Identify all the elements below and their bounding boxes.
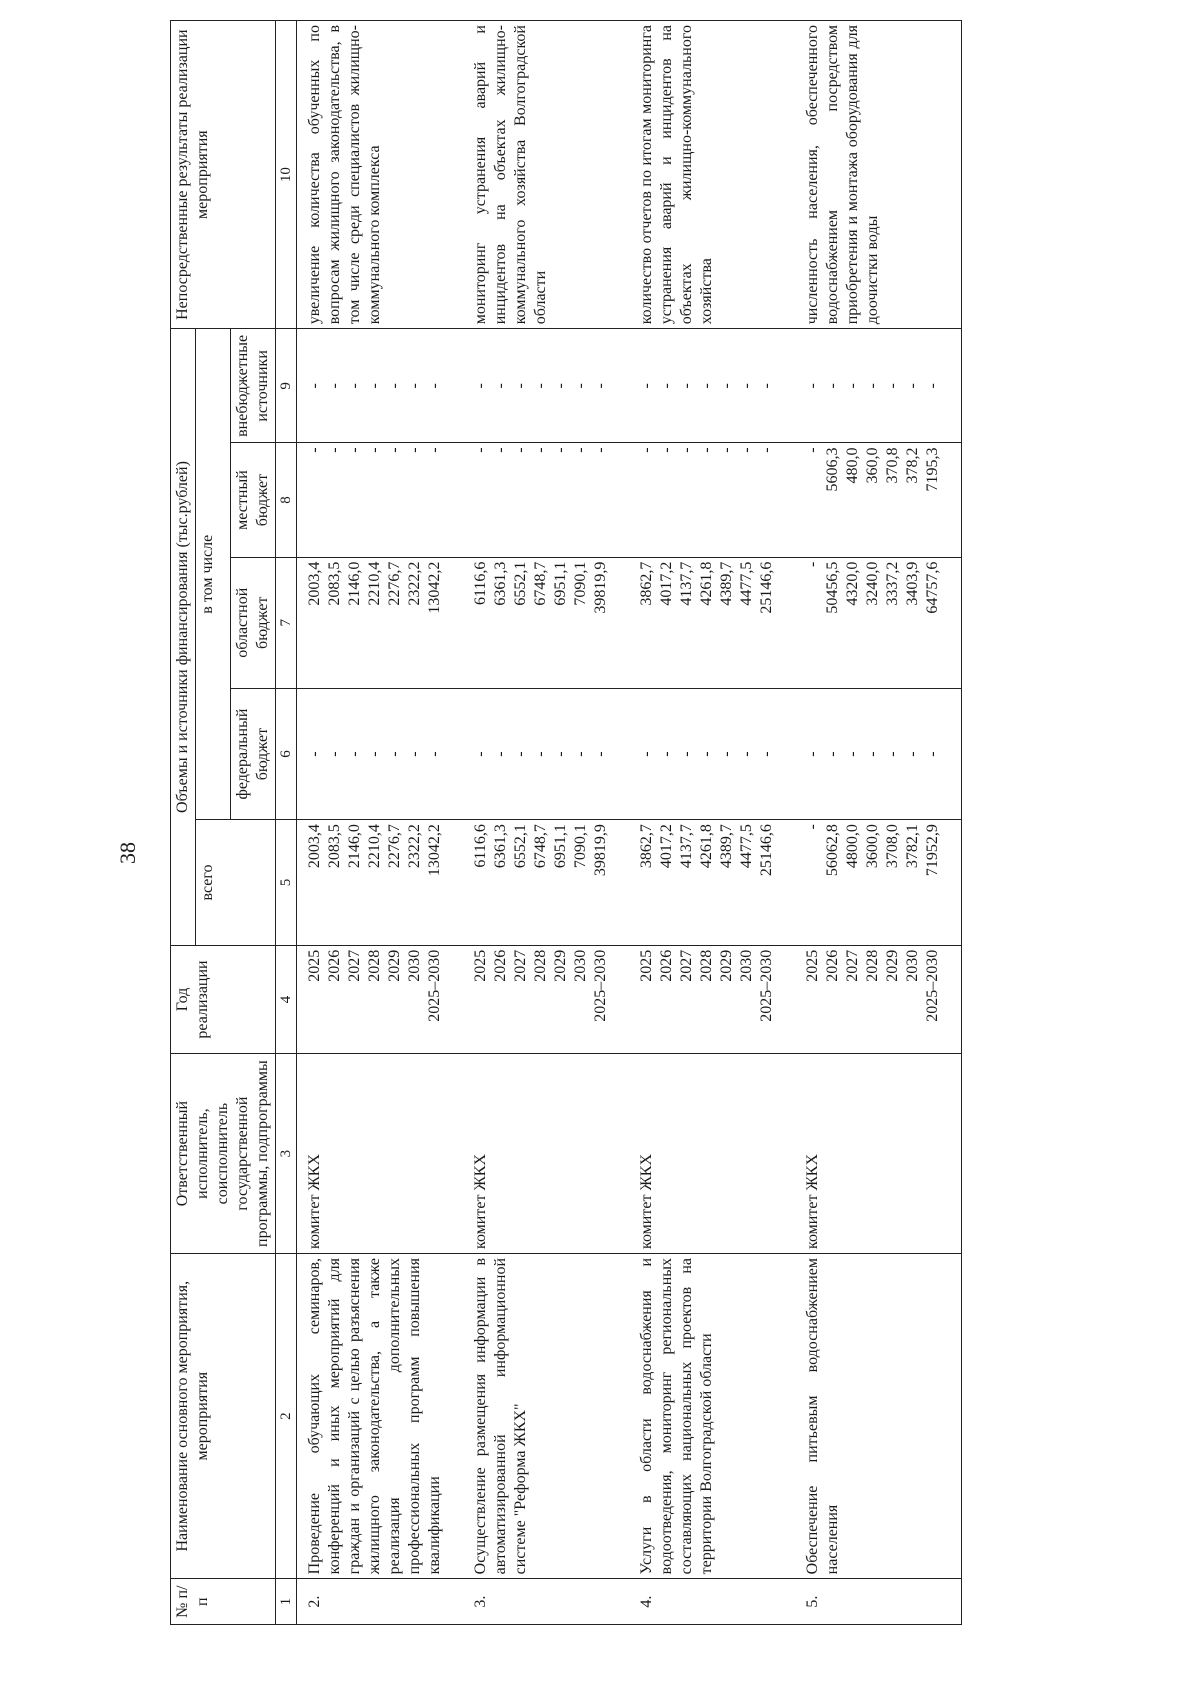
extra-cell-value: - xyxy=(512,383,529,389)
regional-cell xyxy=(795,557,962,688)
header-year: Год реализации xyxy=(171,945,276,1053)
local-cell-value: - xyxy=(386,447,403,453)
local-cell-value: - xyxy=(532,447,549,453)
extra-cell-value: - xyxy=(638,383,655,389)
total-cell-value: 2003,4 xyxy=(306,824,323,869)
regional-cell-value: 13042,2 xyxy=(426,561,443,614)
regional-cell-value: 2322,2 xyxy=(406,561,423,606)
total-cell-value: 2322,2 xyxy=(406,824,423,869)
local-cell-value: - xyxy=(326,447,343,453)
total-cell-value: 3862,7 xyxy=(638,824,655,869)
total-cell-value: 6748,7 xyxy=(532,824,549,869)
year-cell-value: 2029 xyxy=(552,949,569,982)
header-total: всего xyxy=(196,820,276,946)
year-cell-value: 2025–2030 xyxy=(924,949,941,1022)
regional-cell-value: 6552,1 xyxy=(512,561,529,606)
extra-cell-value: - xyxy=(492,383,509,389)
year-cell-value: 2030 xyxy=(572,949,589,982)
extra-cell-value: - xyxy=(824,383,841,389)
rotated-table-container xyxy=(170,20,1090,1625)
federal-cell-value: - xyxy=(426,751,443,757)
federal-cell-value: - xyxy=(572,751,589,757)
header-num: № п/п xyxy=(171,1579,276,1625)
year-cell-value: 2028 xyxy=(366,949,383,982)
year-cell-value: 2026 xyxy=(824,949,841,982)
regional-cell-value: 2276,7 xyxy=(386,561,403,606)
responsible-executor: комитет ЖКХ xyxy=(463,1054,629,1254)
header-including: в том числе xyxy=(196,329,231,820)
total-cell-value: 4477,5 xyxy=(738,824,755,869)
regional-cell-value: 64757,6 xyxy=(924,561,941,614)
table-row xyxy=(297,21,464,1625)
header-result: Непосредственные результаты реализации мероприятия xyxy=(171,21,276,329)
activity-name: Услуги в области водоснабжения и водоотведения, мониторинг региональных составляющих национальных проектов на территории Волгоградской области xyxy=(629,1253,795,1578)
responsible-executor: комитет ЖКХ xyxy=(297,1054,464,1254)
local-cell xyxy=(297,443,464,557)
year-cell xyxy=(629,945,795,1053)
regional-cell-value: 6951,1 xyxy=(552,561,569,606)
extra-cell-value: - xyxy=(366,383,383,389)
result-text: численность населения, обеспеченного водоснабжением посредством приобретения и монтажа оборудования для доочистки воды xyxy=(795,21,962,329)
federal-cell-value: - xyxy=(492,751,509,757)
activity-name: Осуществление размещения информации в автоматизированной информационной системе "Реформа ЖКХ" xyxy=(463,1253,629,1578)
extra-cell-value: - xyxy=(718,383,735,389)
table-row xyxy=(463,21,629,1625)
year-cell-value: 2025–2030 xyxy=(426,949,443,1022)
extra-cell xyxy=(629,329,795,443)
total-cell-value: 4261,8 xyxy=(698,824,715,869)
page-number: 38 xyxy=(115,842,140,864)
year-cell-value: 2029 xyxy=(718,949,735,982)
regional-cell xyxy=(463,557,629,688)
total-cell-value: 3708,0 xyxy=(884,824,901,869)
year-cell-value: 2029 xyxy=(386,949,403,982)
local-cell-value: 378,2 xyxy=(904,447,921,484)
year-cell-value: 2025 xyxy=(306,949,323,982)
total-cell-value: 3600,0 xyxy=(864,824,881,869)
responsible-executor: комитет ЖКХ xyxy=(795,1054,962,1254)
total-cell xyxy=(795,820,962,946)
local-cell-value: - xyxy=(572,447,589,453)
year-cell-value: 2025 xyxy=(472,949,489,982)
local-cell-value: - xyxy=(306,447,323,453)
federal-cell-value: - xyxy=(844,751,861,757)
year-cell-value: 2026 xyxy=(492,949,509,982)
year-cell-value: 2029 xyxy=(884,949,901,982)
year-cell-value: 2027 xyxy=(512,949,529,982)
total-cell-value: 6552,1 xyxy=(512,824,529,869)
regional-cell-value: 2210,4 xyxy=(366,561,383,606)
federal-cell-value: - xyxy=(904,751,921,757)
local-cell xyxy=(795,443,962,557)
local-cell-value: - xyxy=(512,447,529,453)
local-cell-value: - xyxy=(472,447,489,453)
year-cell-value: 2025–2030 xyxy=(592,949,609,1022)
header-name: Наименование основного мероприятия, мероприятия xyxy=(171,1253,276,1578)
regional-cell-value: - xyxy=(804,561,821,567)
local-cell-value: - xyxy=(346,447,363,453)
local-cell-value: - xyxy=(552,447,569,453)
column-number: 4 xyxy=(276,945,297,1053)
federal-cell-value: - xyxy=(678,751,695,757)
extra-cell-value: - xyxy=(406,383,423,389)
federal-cell-value: - xyxy=(718,751,735,757)
result-text: количество отчетов по итогам мониторинга устранения аварий и инцидентов на объектах жилищно-коммунального хозяйства xyxy=(629,21,795,329)
result-text: увеличение количества обученных по вопросам жилищного законодательства, в том числе среди специалистов жилищно-коммунального комплекса xyxy=(297,21,464,329)
year-cell-value: 2028 xyxy=(532,949,549,982)
extra-cell-value: - xyxy=(884,383,901,389)
regional-cell-value: 2083,5 xyxy=(326,561,343,606)
federal-cell xyxy=(463,688,629,819)
local-cell-value: 360,0 xyxy=(864,447,881,484)
total-cell-value: 39819,9 xyxy=(592,824,609,877)
column-number: 3 xyxy=(276,1054,297,1254)
federal-cell-value: - xyxy=(924,751,941,757)
local-cell xyxy=(463,443,629,557)
federal-cell-value: - xyxy=(738,751,755,757)
total-cell xyxy=(463,820,629,946)
federal-cell-value: - xyxy=(658,751,675,757)
extra-cell-value: - xyxy=(904,383,921,389)
federal-cell xyxy=(629,688,795,819)
local-cell-value: - xyxy=(592,447,609,453)
federal-cell-value: - xyxy=(346,751,363,757)
regional-cell-value: 4477,5 xyxy=(738,561,755,606)
federal-cell-value: - xyxy=(698,751,715,757)
federal-cell-value: - xyxy=(804,751,821,757)
responsible-executor: комитет ЖКХ xyxy=(629,1054,795,1254)
extra-cell-value: - xyxy=(532,383,549,389)
column-number: 5 xyxy=(276,820,297,946)
header-extra: внебюджетные источники xyxy=(231,329,276,443)
federal-cell-value: - xyxy=(406,751,423,757)
total-cell-value: 2210,4 xyxy=(366,824,383,869)
column-number: 7 xyxy=(276,557,297,688)
total-cell xyxy=(629,820,795,946)
total-cell-value: 4389,7 xyxy=(718,824,735,869)
extra-cell-value: - xyxy=(592,383,609,389)
local-cell-value: - xyxy=(718,447,735,453)
total-cell-value: 71952,9 xyxy=(924,824,941,877)
column-number: 1 xyxy=(276,1579,297,1625)
local-cell-value: - xyxy=(492,447,509,453)
funding-table xyxy=(170,20,962,1625)
extra-cell-value: - xyxy=(346,383,363,389)
year-cell-value: 2027 xyxy=(844,949,861,982)
row-number: 2. xyxy=(297,1579,464,1625)
year-cell xyxy=(297,945,464,1053)
table-row xyxy=(795,21,962,1625)
year-cell xyxy=(795,945,962,1053)
total-cell-value: 6951,1 xyxy=(552,824,569,869)
header-federal: федеральный бюджет xyxy=(231,688,276,819)
regional-cell-value: 6116,6 xyxy=(472,561,489,606)
extra-cell-value: - xyxy=(758,383,775,389)
year-cell-value: 2027 xyxy=(346,949,363,982)
year-cell-value: 2028 xyxy=(698,949,715,982)
year-cell-value: 2026 xyxy=(326,949,343,982)
extra-cell-value: - xyxy=(804,383,821,389)
regional-cell-value: 2003,4 xyxy=(306,561,323,606)
total-cell-value: 2146,0 xyxy=(346,824,363,869)
extra-cell-value: - xyxy=(472,383,489,389)
activity-name: Обеспечение питьевым водоснабжением населения xyxy=(795,1253,962,1578)
extra-cell-value: - xyxy=(864,383,881,389)
total-cell-value: 4017,2 xyxy=(658,824,675,869)
regional-cell-value: 2146,0 xyxy=(346,561,363,606)
regional-cell-value: 3240,0 xyxy=(864,561,881,606)
regional-cell-value: 4389,7 xyxy=(718,561,735,606)
regional-cell-value: 6361,3 xyxy=(492,561,509,606)
total-cell-value: 7090,1 xyxy=(572,824,589,869)
total-cell-value: 2083,5 xyxy=(326,824,343,869)
table-body xyxy=(297,21,962,1625)
local-cell-value: - xyxy=(658,447,675,453)
extra-cell-value: - xyxy=(306,383,323,389)
extra-cell-value: - xyxy=(738,383,755,389)
local-cell-value: 7195,3 xyxy=(924,447,941,492)
federal-cell-value: - xyxy=(864,751,881,757)
total-cell-value: 13042,2 xyxy=(426,824,443,877)
regional-cell-value: 4261,8 xyxy=(698,561,715,606)
total-cell-value: 4800,0 xyxy=(844,824,861,869)
column-number: 9 xyxy=(276,329,297,443)
header-local: местный бюджет xyxy=(231,443,276,557)
column-number: 6 xyxy=(276,688,297,819)
local-cell-value: - xyxy=(758,447,775,453)
regional-cell-value: 3403,9 xyxy=(904,561,921,606)
extra-cell xyxy=(795,329,962,443)
total-cell xyxy=(297,820,464,946)
regional-cell-value: 25146,6 xyxy=(758,561,775,614)
local-cell-value: 5606,3 xyxy=(824,447,841,492)
year-cell-value: 2025 xyxy=(804,949,821,982)
regional-cell xyxy=(629,557,795,688)
regional-cell xyxy=(297,557,464,688)
total-cell-value: - xyxy=(804,824,821,830)
federal-cell-value: - xyxy=(552,751,569,757)
federal-cell-value: - xyxy=(386,751,403,757)
row-number: 3. xyxy=(463,1579,629,1625)
local-cell-value: - xyxy=(366,447,383,453)
regional-cell-value: 4017,2 xyxy=(658,561,675,606)
column-number: 2 xyxy=(276,1253,297,1578)
local-cell-value: - xyxy=(738,447,755,453)
year-cell xyxy=(463,945,629,1053)
regional-cell-value: 3337,2 xyxy=(884,561,901,606)
local-cell-value: - xyxy=(426,447,443,453)
row-number: 5. xyxy=(795,1579,962,1625)
local-cell-value: - xyxy=(406,447,423,453)
column-number: 10 xyxy=(276,21,297,329)
federal-cell xyxy=(795,688,962,819)
federal-cell-value: - xyxy=(512,751,529,757)
extra-cell xyxy=(463,329,629,443)
total-cell-value: 6116,6 xyxy=(472,824,489,868)
extra-cell-value: - xyxy=(658,383,675,389)
result-text: мониторинг устранения аварий и инцидентов на объектах жилищно-коммунального хозяйства Волгоградской области xyxy=(463,21,629,329)
federal-cell-value: - xyxy=(306,751,323,757)
table-row xyxy=(629,21,795,1625)
extra-cell xyxy=(297,329,464,443)
federal-cell-value: - xyxy=(532,751,549,757)
row-number: 4. xyxy=(629,1579,795,1625)
federal-cell xyxy=(297,688,464,819)
total-cell-value: 56062,8 xyxy=(824,824,841,877)
total-cell-value: 4137,7 xyxy=(678,824,695,869)
year-cell-value: 2027 xyxy=(678,949,695,982)
year-cell-value: 2026 xyxy=(658,949,675,982)
regional-cell-value: 39819,9 xyxy=(592,561,609,614)
extra-cell-value: - xyxy=(552,383,569,389)
local-cell-value: - xyxy=(804,447,821,453)
year-cell-value: 2028 xyxy=(864,949,881,982)
total-cell-value: 6361,3 xyxy=(492,824,509,869)
column-number: 8 xyxy=(276,443,297,557)
total-cell-value: 25146,6 xyxy=(758,824,775,877)
header-regional: областной бюджет xyxy=(231,557,276,688)
federal-cell-value: - xyxy=(472,751,489,757)
federal-cell-value: - xyxy=(824,751,841,757)
regional-cell-value: 6748,7 xyxy=(532,561,549,606)
regional-cell-value: 4137,7 xyxy=(678,561,695,606)
local-cell xyxy=(629,443,795,557)
federal-cell-value: - xyxy=(884,751,901,757)
regional-cell-value: 7090,1 xyxy=(572,561,589,606)
regional-cell-value: 4320,0 xyxy=(844,561,861,606)
year-cell-value: 2030 xyxy=(904,949,921,982)
extra-cell-value: - xyxy=(426,383,443,389)
federal-cell-value: - xyxy=(592,751,609,757)
header-funding-group: Объемы и источники финансирования (тыс.рублей) xyxy=(171,329,196,945)
extra-cell-value: - xyxy=(844,383,861,389)
extra-cell-value: - xyxy=(924,383,941,389)
federal-cell-value: - xyxy=(366,751,383,757)
year-cell-value: 2025 xyxy=(638,949,655,982)
extra-cell-value: - xyxy=(678,383,695,389)
local-cell-value: - xyxy=(678,447,695,453)
total-cell-value: 2276,7 xyxy=(386,824,403,869)
activity-name: Проведение обучающих семинаров, конференций и иных мероприятий для граждан и организаций с целью разъяснения жилищного законодательства, а также реализация дополнительных профессиональных программ повышения квалификации xyxy=(297,1253,464,1578)
year-cell-value: 2030 xyxy=(738,949,755,982)
total-cell-value: 3782,1 xyxy=(904,824,921,869)
local-cell-value: - xyxy=(638,447,655,453)
local-cell-value: - xyxy=(698,447,715,453)
header-responsible: Ответственный исполнитель, соисполнитель государственной программы, подпрограммы xyxy=(171,1054,276,1254)
local-cell-value: 480,0 xyxy=(844,447,861,484)
extra-cell-value: - xyxy=(572,383,589,389)
federal-cell-value: - xyxy=(326,751,343,757)
regional-cell-value: 3862,7 xyxy=(638,561,655,606)
extra-cell-value: - xyxy=(386,383,403,389)
extra-cell-value: - xyxy=(326,383,343,389)
extra-cell-value: - xyxy=(698,383,715,389)
federal-cell-value: - xyxy=(758,751,775,757)
local-cell-value: 370,8 xyxy=(884,447,901,484)
year-cell-value: 2030 xyxy=(406,949,423,982)
regional-cell-value: 50456,5 xyxy=(824,561,841,614)
year-cell-value: 2025–2030 xyxy=(758,949,775,1022)
federal-cell-value: - xyxy=(638,751,655,757)
